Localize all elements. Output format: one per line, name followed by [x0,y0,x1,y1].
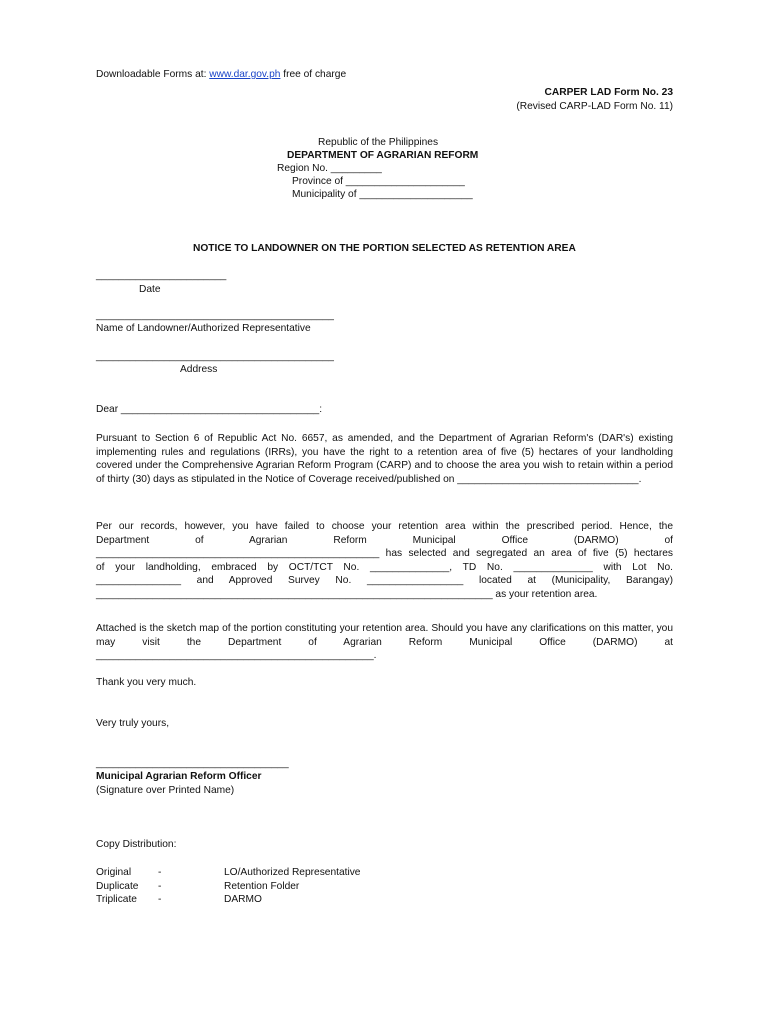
department-name: DEPARTMENT OF AGRARIAN REFORM [287,150,479,161]
paragraph-records-line6: ______________________________________________________________________ as your retention area. [96,589,598,600]
salutation: Dear ___________________________________: [96,404,323,415]
paragraph-records-line5: _______________ and Approved Survey No. _________________ located at (Municipality, Barangay) [96,575,673,587]
download-suffix: free of charge [280,69,347,80]
paragraph-records-line4: of your landholding, embraced by OCT/TCT No. ______________, TD No. ______________ with Lot No. [96,561,673,573]
copy-row [96,866,360,880]
date-label: Date [139,284,161,295]
name-label: Name of Landowner/Authorized Representative [96,323,311,334]
date-field-line[interactable]: _______________________ [96,270,227,281]
signature-line[interactable]: __________________________________ [96,758,289,769]
paragraph-sketch-map: Attached is the sketch map of the portion constituting your retention area. Should you have any clarifications on this matter, you may visit the Department of Agrarian Reform Municipal Office (DARMO) at _________________________________________________. [96,623,673,662]
region-field[interactable]: Region No. _________ [277,163,382,174]
download-note [96,69,346,80]
copy-dash: - [158,894,162,906]
document-title: NOTICE TO LANDOWNER ON THE PORTION SELECTED AS RETENTION AREA [193,243,576,254]
thanks-line: Thank you very much. [96,677,197,688]
address-label: Address [180,364,218,375]
copy-type: Original [96,867,132,878]
paragraph-records-line1: Per our records, however, you have failed to choose your retention area within the prescribed period. Hence, the [96,521,673,532]
municipality-field[interactable]: Municipality of ____________________ [292,189,473,200]
republic-line: Republic of the Philippines [318,137,439,148]
province-field[interactable]: Province of _____________________ [292,176,465,187]
copy-recipient: LO/Authorized Representative [224,867,361,878]
copy-recipient: DARMO [224,894,262,906]
copy-dash: - [158,867,162,878]
copy-recipient: Retention Folder [224,880,300,892]
copy-row [96,880,360,894]
signature-note: (Signature over Printed Name) [96,785,235,796]
paragraph-records-line2: Department of Agrarian Reform Municipal Office (DARMO) of [96,534,673,546]
paragraph-rights: Pursuant to Section 6 of Republic Act No. 6657, as amended, and the Department of Agrarian Reform's (DAR's) existing implementing rules and regulations (IRRs), you have the right to a retention area of five (5) hectares of your landholding covered under the Comprehensive Agrarian Reform Program (CARP) and to choose the area you wish to retain within a period of thirty (30) days as stipulated in the Notice of Coverage received/published on ________________________________. [96,433,673,485]
copy-type: Duplicate [96,880,139,892]
copy-distribution-table [96,866,360,907]
form-revision: (Revised CARP-LAD Form No. 11) [516,101,673,112]
download-link[interactable]: www.dar.gov.ph [209,69,281,80]
closing-line: Very truly yours, [96,718,170,729]
paragraph-records-line3: __________________________________________________ has selected and segregated an area of five (5) hectares [96,548,673,560]
download-prefix: Downloadable Forms at: [96,69,210,80]
copy-dash: - [158,880,162,892]
name-field-line[interactable]: __________________________________________ [96,310,334,321]
copy-distribution-heading: Copy Distribution: [96,839,177,850]
address-field-line[interactable]: __________________________________________ [96,351,334,362]
copy-type: Triplicate [96,894,137,906]
form-number: CARPER LAD Form No. 23 [544,87,673,98]
signatory-title: Municipal Agrarian Reform Officer [96,771,262,782]
copy-row [96,893,360,907]
